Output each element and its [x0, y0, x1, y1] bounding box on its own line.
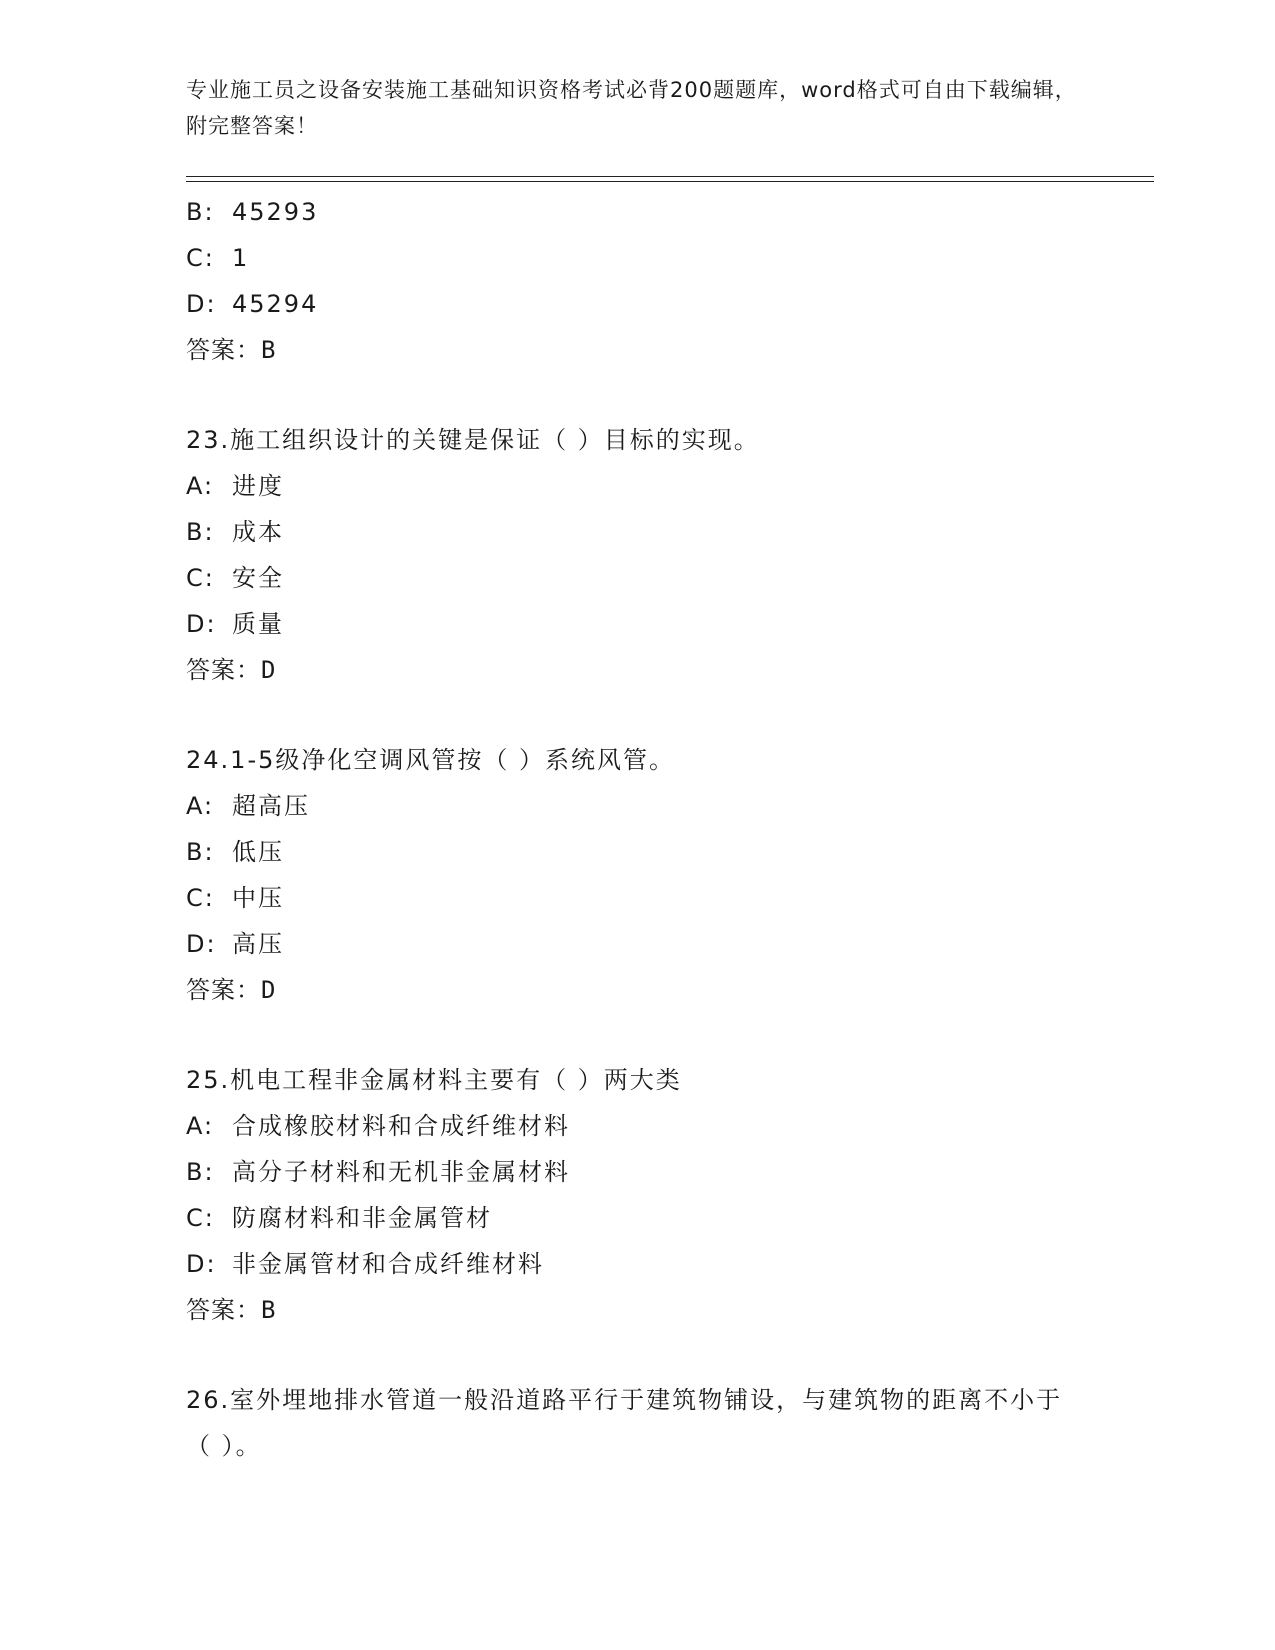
answer-line: 答案：B	[186, 1296, 277, 1324]
option-a: A: 超高压	[186, 792, 310, 820]
answer-line: 答案：D	[186, 656, 277, 684]
option-d: D: 非金属管材和合成纤维材料	[186, 1250, 544, 1278]
question-24	[186, 737, 1116, 1013]
header-divider-line-2	[186, 181, 1154, 182]
question-title: 23.施工组织设计的关键是保证（ ）目标的实现。	[186, 426, 760, 454]
document-header: 专业施工员之设备安装施工基础知识资格考试必背200题题库，word格式可自由下载编辑，附完整答案！	[186, 78, 1077, 138]
question-title: 24.1-5级净化空调风管按（ ）系统风管。	[186, 746, 675, 774]
option-a: A: 进度	[186, 472, 284, 500]
option-c: C: 中压	[186, 884, 284, 912]
answer-line: 答案：B	[186, 336, 277, 364]
option-b: B: 成本	[186, 518, 284, 546]
question-23	[186, 417, 1116, 693]
option-c: C: 安全	[186, 564, 284, 592]
option-d: D: 高压	[186, 930, 284, 958]
question-title: 26.室外埋地排水管道一般沿道路平行于建筑物铺设，与建筑物的距离不小于（ ）。	[186, 1386, 1063, 1460]
option-b: B: 低压	[186, 838, 284, 866]
option-b: B: 45293	[186, 198, 319, 226]
question-26	[186, 1377, 1116, 1469]
answer-line: 答案：D	[186, 976, 277, 1004]
option-b: B: 高分子材料和无机非金属材料	[186, 1158, 570, 1186]
header-divider-line	[186, 176, 1154, 177]
option-c: C: 防腐材料和非金属管材	[186, 1204, 492, 1232]
document-body	[186, 189, 1116, 1469]
question-25	[186, 1057, 1116, 1333]
option-d: D: 质量	[186, 610, 284, 638]
option-c: C: 1	[186, 244, 250, 272]
partial-question-22	[186, 189, 1116, 373]
option-a: A: 合成橡胶材料和合成纤维材料	[186, 1112, 570, 1140]
option-d: D: 45294	[186, 290, 319, 318]
question-title: 25.机电工程非金属材料主要有（ ）两大类	[186, 1066, 682, 1094]
